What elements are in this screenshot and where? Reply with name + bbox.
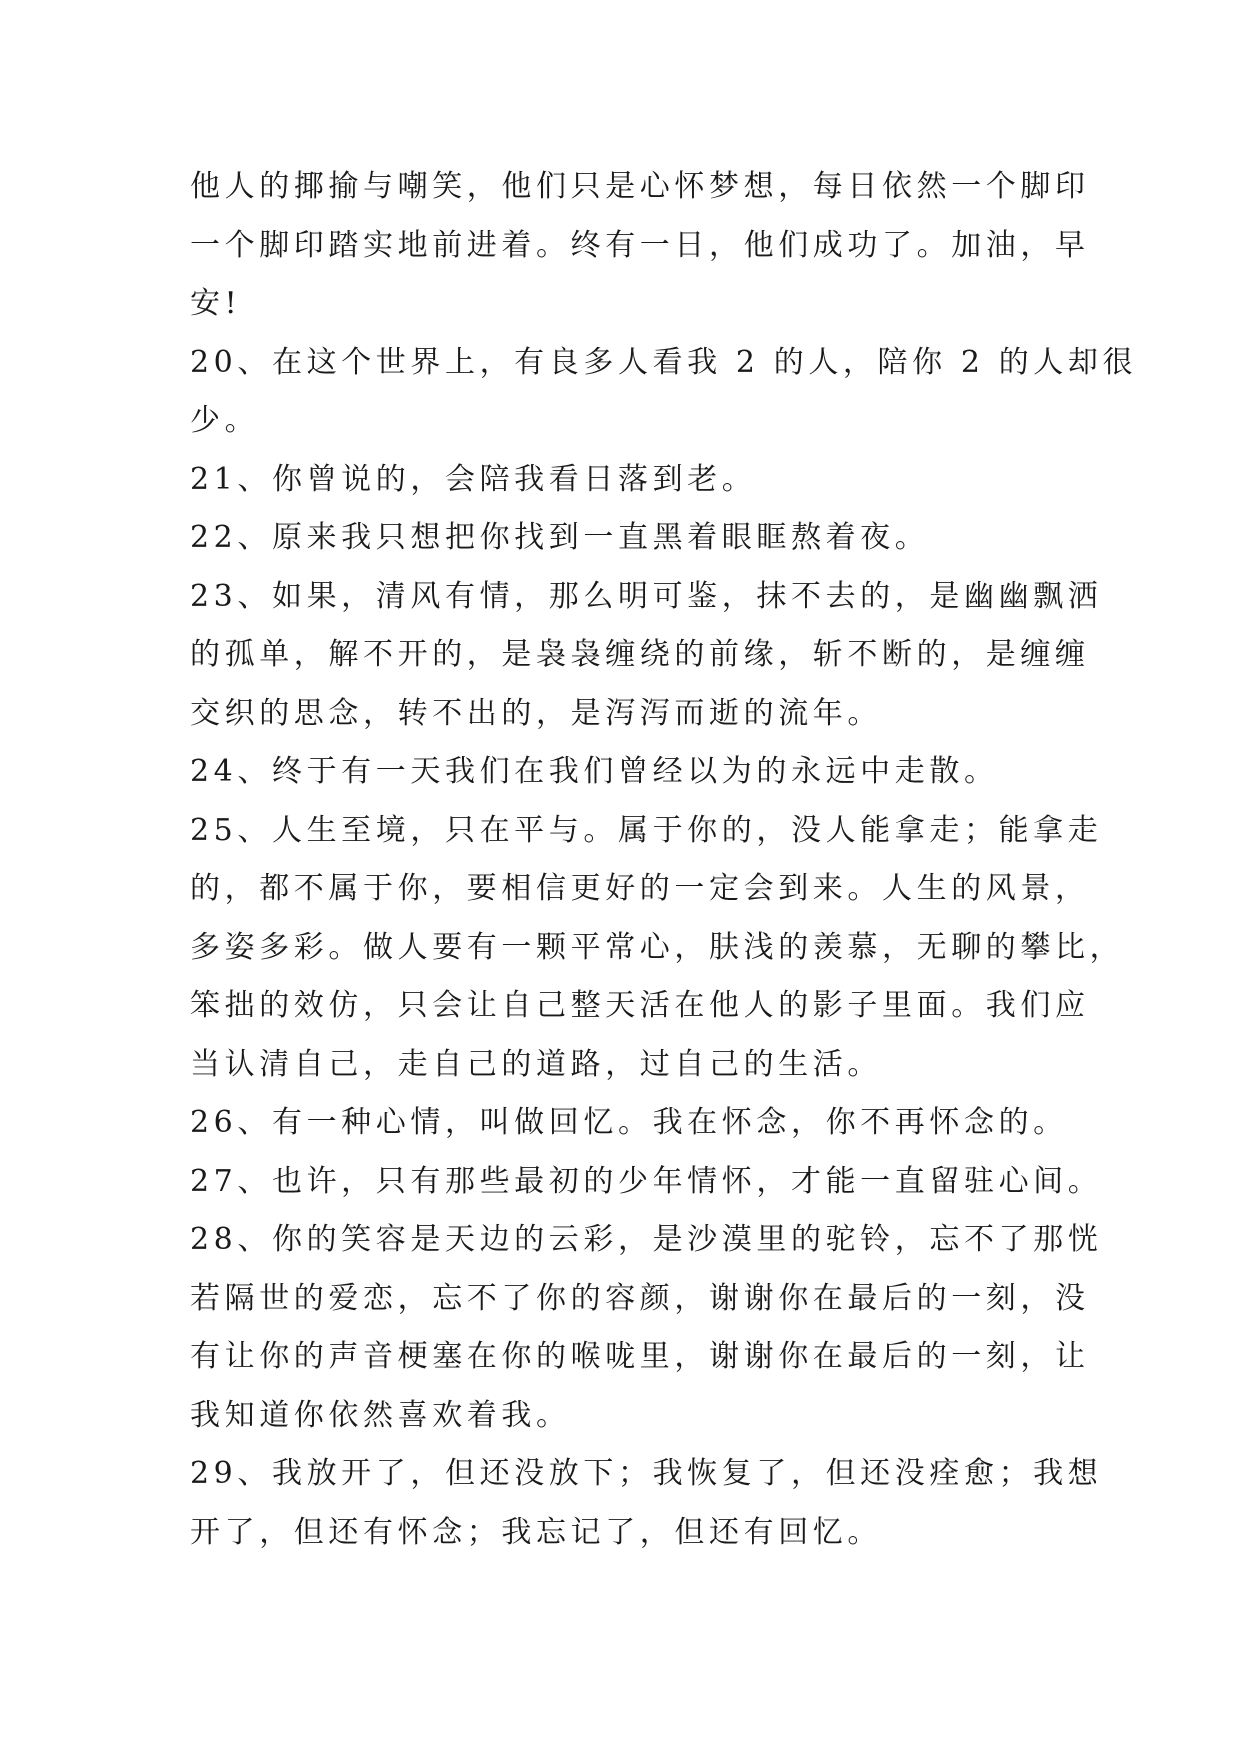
text-line: 他人的揶揄与嘲笑，他们只是心怀梦想，每日依然一个脚印 <box>190 169 1090 204</box>
text-line: 22、原来我只想把你找到一直黑着眼眶熬着夜。 <box>190 520 930 555</box>
text-line: 28、你的笑容是天边的云彩，是沙漠里的驼铃，忘不了那恍 <box>190 1222 1103 1257</box>
text-line: 一个脚印踏实地前进着。终有一日，他们成功了。加油，早 <box>190 227 1090 263</box>
text-line: 21、你曾说的，会陪我看日落到老。 <box>190 461 757 497</box>
text-line: 25、人生至境，只在平与。属于你的，没人能拿走；能拿走 <box>190 812 1103 848</box>
text-line: 的孤单，解不开的，是袅袅缠绕的前缘，斩不断的，是缠缠 <box>190 637 1090 672</box>
text-line: 笨拙的效仿，只会让自己整天活在他人的影子里面。我们应 <box>190 988 1090 1023</box>
text-line: 20、在这个世界上，有良多人看我 2 的人，陪你 2 的人却很 <box>190 344 1138 380</box>
text-line: 26、有一种心情，叫做回忆。我在怀念，你不再怀念的。 <box>190 1105 1068 1140</box>
text-line: 开了，但还有怀念；我忘记了，但还有回忆。 <box>190 1514 882 1550</box>
text-line: 27、也许，只有那些最初的少年情怀，才能一直留驻心间。 <box>190 1163 1103 1199</box>
text-line: 的，都不属于你，要相信更好的一定会到来。人生的风景， <box>190 871 1090 906</box>
text-line: 安! <box>190 286 242 321</box>
text-line: 24、终于有一天我们在我们曾经以为的永远中走散。 <box>190 754 999 789</box>
text-line: 有让你的声音梗塞在你的喉咙里，谢谢你在最后的一刻，让 <box>190 1339 1090 1374</box>
text-line: 若隔世的爱恋，忘不了你的容颜，谢谢你在最后的一刻，没 <box>190 1280 1090 1316</box>
document-body <box>190 158 1138 1562</box>
text-line: 多姿多彩。做人要有一颗平常心，肤浅的羡慕，无聊的攀比， <box>190 929 1125 965</box>
text-line: 交织的思念，转不出的，是泻泻而逝的流年。 <box>190 695 882 731</box>
text-line: 29、我放开了，但还没放下；我恢复了，但还没痊愈；我想 <box>190 1456 1103 1491</box>
text-line: 当认清自己，走自己的道路，过自己的生活。 <box>190 1046 882 1082</box>
text-line: 少。 <box>190 403 260 438</box>
text-line: 我知道你依然喜欢着我。 <box>190 1397 571 1433</box>
text-line: 23、如果，清风有情，那么明可鉴，抹不去的，是幽幽飘洒 <box>190 578 1103 614</box>
